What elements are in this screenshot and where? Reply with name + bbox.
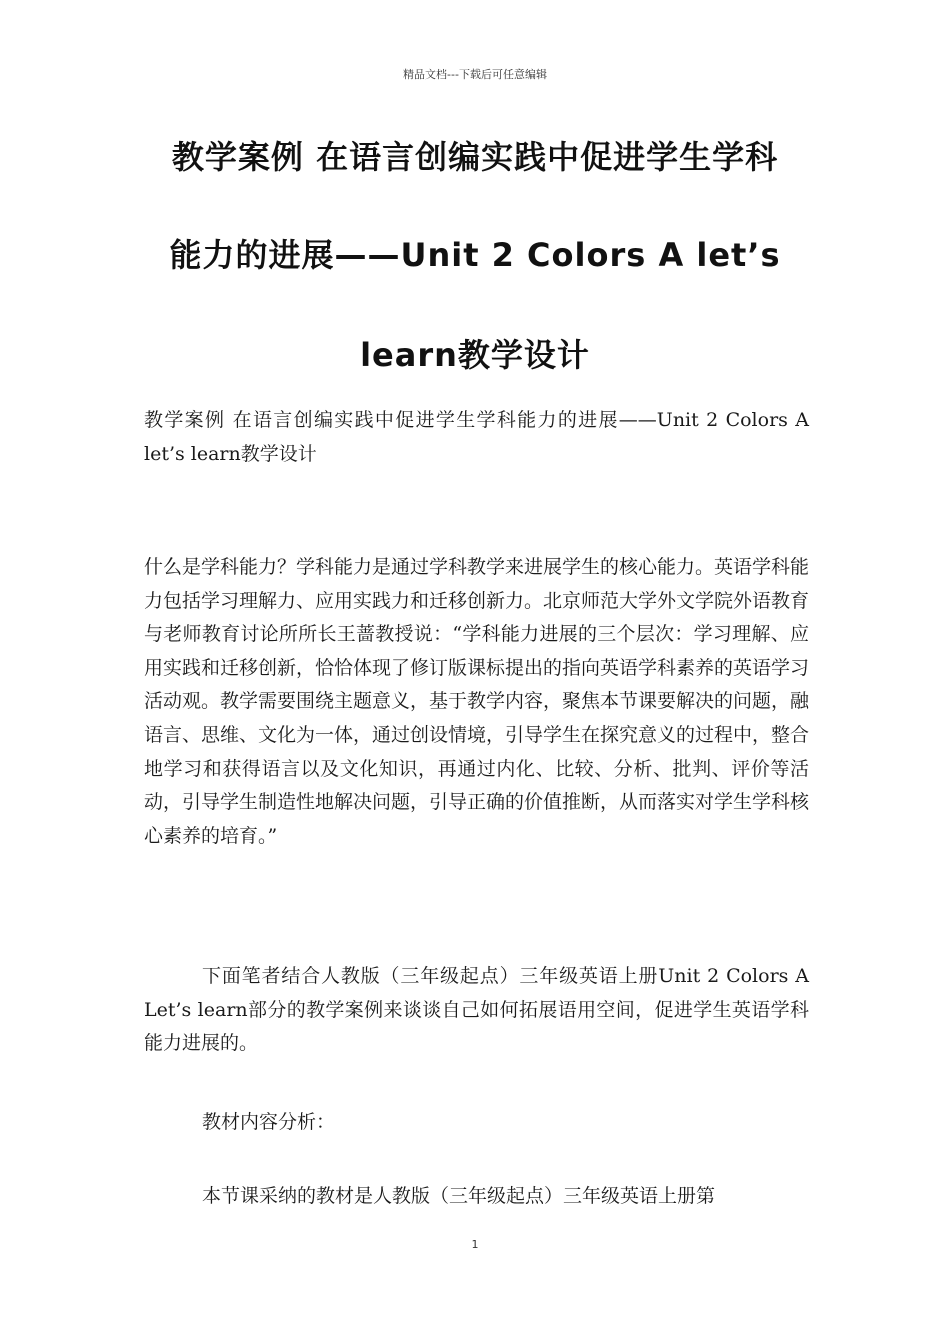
body-paragraph-2: 下面笔者结合人教版（三年级起点）三年级英语上册Unit 2 Colors A Let’s learn部分的教学案例来谈谈自己如何拓展语用空间，促进学生英语学科能力进展的。	[144, 965, 809, 1055]
section-heading-textbook-analysis: 教材内容分析：	[202, 1111, 336, 1133]
page-number: 1	[471, 1238, 479, 1251]
title-line-1: 教学案例 在语言创编实践中促进学生学科	[171, 138, 779, 176]
body-paragraph-1: 什么是学科能力？学科能力是通过学科教学来进展学生的核心能力。英语学科能力包括学习理解力、应用实践力和迁移创新力。北京师范大学外文学院外语教育与老师教育讨论所所长王蔷教授说：“学科能力进展的三个层次：学习理解、应用实践和迁移创新，恰恰体现了修订版课标提出的指向英语学科素养的英语学习活动观。教学需要围绕主题意义，基于教学内容，聚焦本节课要解决的问题，融语言、思维、文化为一体，通过创设情境，引导学生在探究意义的过程中，整合地学习和获得语言以及文化知识，再通过内化、比较、分析、批判、评价等活动，引导学生制造性地解决问题，引导正确的价值推断，从而落实对学生学科核心素养的培育。”	[144, 556, 810, 847]
title-line-2: 能力的进展——Unit 2 Colors A let’s	[169, 236, 781, 274]
page-header: 精品文档---下载后可任意编辑	[403, 68, 547, 81]
subtitle-paragraph: 教学案例 在语言创编实践中促进学生学科能力的进展——Unit 2 Colors A let’s learn教学设计	[144, 409, 809, 465]
body-paragraph-3: 本节课采纳的教材是人教版（三年级起点）三年级英语上册第	[202, 1185, 716, 1207]
title-line-3: learn教学设计	[360, 336, 590, 374]
